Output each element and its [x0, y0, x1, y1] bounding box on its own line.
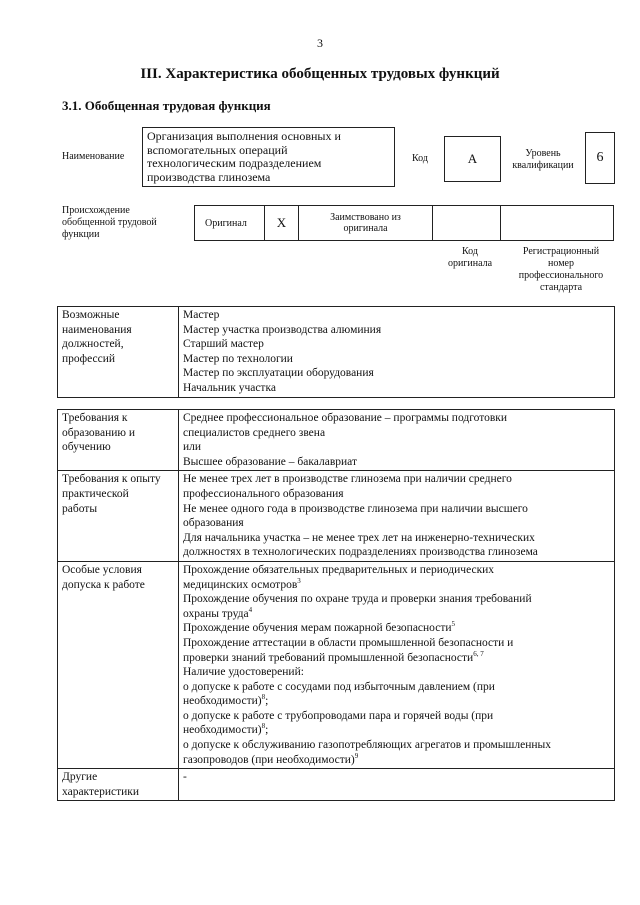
positions-label-cell — [58, 307, 179, 398]
experience-line: профессионального образования — [183, 487, 344, 500]
special-line: необходимости)$^8$; — [183, 693, 269, 708]
special-label-line: Особые условия — [62, 563, 142, 576]
special-line: охраны труда$^4$ — [183, 605, 253, 620]
education-value-cell — [179, 410, 615, 471]
level-label-line: квалификации — [512, 160, 574, 171]
experience-line: должностях в технологических подразделениях производства глинозема — [183, 546, 538, 559]
function-name-line: Организация выполнения основных и — [147, 129, 341, 143]
function-name-line: производства глинозема — [147, 169, 271, 184]
position-item: Мастер — [183, 309, 220, 321]
positions-label-line: наименования — [62, 323, 132, 336]
experience-label-cell — [58, 471, 179, 562]
other-label-cell — [58, 769, 179, 801]
special-line: проверки знаний требований промышленной безопасности$^{6, 7}$ — [183, 649, 484, 664]
experience-label-line: практической — [62, 487, 129, 500]
positions-list-cell — [179, 307, 615, 398]
function-name-box — [142, 127, 395, 187]
original-label: Оригинал — [205, 217, 247, 229]
other-value: - — [183, 771, 187, 784]
education-label-line: образованию и — [62, 426, 135, 439]
special-line: медицинских осмотров$^3$ — [183, 576, 301, 591]
function-name-line: вспомогательных операций — [147, 142, 288, 157]
position-item: Старший мастер — [183, 338, 264, 351]
positions-label-line: должностей, — [62, 338, 124, 351]
code-caption-line: Код — [462, 246, 478, 257]
table-row — [58, 561, 615, 768]
position-item: Мастер по эксплуатации оборудования — [183, 367, 374, 380]
experience-line: образования — [183, 517, 244, 530]
special-label-cell — [58, 561, 179, 768]
reg-caption-line: Регистрационный — [522, 246, 600, 257]
origin-reg-cell — [501, 206, 613, 240]
code-value: А — [467, 151, 478, 166]
level-value-box — [585, 132, 615, 184]
position-item: Мастер по технологии — [183, 352, 293, 365]
table-row — [58, 769, 615, 801]
table-row — [58, 410, 615, 471]
special-line: Прохождение обучения по охране труда и проверки знания требований — [183, 593, 532, 606]
special-line: Прохождение аттестации в области промышленной безопасности и — [183, 636, 514, 649]
requirements-table — [57, 409, 615, 801]
origin-label-line: Происхождение — [62, 205, 130, 216]
original-mark: X — [276, 215, 287, 230]
education-line: или — [183, 441, 202, 454]
original-mark-cell — [265, 206, 299, 240]
code-label: Код — [412, 153, 428, 164]
special-line: о допуске к работе с сосудами под избыточным давлением (при — [183, 680, 495, 693]
table-row — [58, 307, 615, 398]
positions-label-line: профессий — [62, 352, 116, 365]
special-line: о допуске к работе с трубопроводами пара и горячей воды (при — [183, 709, 494, 722]
section-heading: III. Характеристика обобщенных трудовых функций — [140, 66, 500, 82]
origin-label-line: функции — [62, 229, 100, 240]
reg-caption-line: профессионального — [518, 270, 604, 281]
reg-caption-line: стандарта — [539, 282, 583, 293]
origin-label-line: обобщенной трудовой — [62, 217, 157, 228]
other-label-line: характеристики — [62, 785, 140, 798]
education-label-line: обучению — [62, 441, 111, 454]
origin-code-cell — [433, 206, 501, 240]
experience-line: Для начальника участка – не менее трех лет на инженерно-технических — [183, 531, 535, 544]
position-item: Начальник участка — [183, 381, 276, 394]
experience-label-line: работы — [62, 502, 98, 515]
special-value-cell — [179, 561, 615, 768]
positions-label-line: Возможные — [62, 309, 120, 321]
subsection-heading: 3.1. Обобщенная трудовая функция — [62, 98, 271, 113]
special-label-line: допуска к работе — [62, 578, 145, 591]
origin-row — [194, 205, 614, 241]
code-caption-line: оригинала — [447, 258, 493, 269]
other-value-cell — [179, 769, 615, 801]
experience-line: Не менее трех лет в производстве глинозема при наличии среднего — [183, 473, 512, 486]
position-item: Мастер участка производства алюминия — [183, 323, 382, 336]
page-number: 3 — [317, 36, 323, 50]
experience-label-line: Требования к опыту — [62, 473, 161, 486]
original-cell — [195, 206, 265, 240]
education-line: специалистов среднего звена — [183, 426, 326, 439]
education-line: Высшее образование – бакалавриат — [183, 455, 357, 468]
special-line: необходимости)$^8$; — [183, 722, 269, 737]
level-label-line: Уровень — [525, 148, 561, 159]
special-line: Наличие удостоверений: — [183, 666, 304, 679]
borrowed-cell — [299, 206, 433, 240]
function-name-line: технологическим подразделением — [147, 156, 322, 171]
other-label-line: Другие — [62, 771, 98, 784]
education-line: Среднее профессиональное образование – программы подготовки — [183, 412, 508, 424]
special-line: о допуске к обслуживанию газопотребляющих агрегатов и промышленных — [183, 739, 551, 752]
reg-caption-line: номер — [548, 258, 574, 269]
code-value-box — [444, 136, 501, 182]
experience-value-cell — [179, 471, 615, 562]
special-line: Прохождение обязательных предварительных и периодических — [183, 563, 495, 576]
reg-caption — [506, 246, 616, 294]
borrowed-label-line: оригинала — [343, 223, 388, 234]
origin-label — [62, 205, 157, 241]
borrowed-label-line: Заимствовано из — [330, 212, 401, 223]
education-label-cell — [58, 410, 179, 471]
code-caption — [440, 246, 500, 270]
special-line: Прохождение обучения мерам пожарной безопасности$^5$ — [183, 620, 456, 635]
name-label: Наименование — [62, 151, 125, 162]
education-label-line: Требования к — [62, 412, 128, 424]
experience-line: Не менее одного года в производстве глинозема при наличии высшего — [183, 502, 528, 515]
positions-table — [57, 306, 615, 398]
level-label — [508, 148, 578, 172]
table-row — [58, 471, 615, 562]
level-value: 6 — [596, 150, 604, 165]
special-line: газопроводов (при необходимости)$^9$ — [183, 751, 359, 766]
